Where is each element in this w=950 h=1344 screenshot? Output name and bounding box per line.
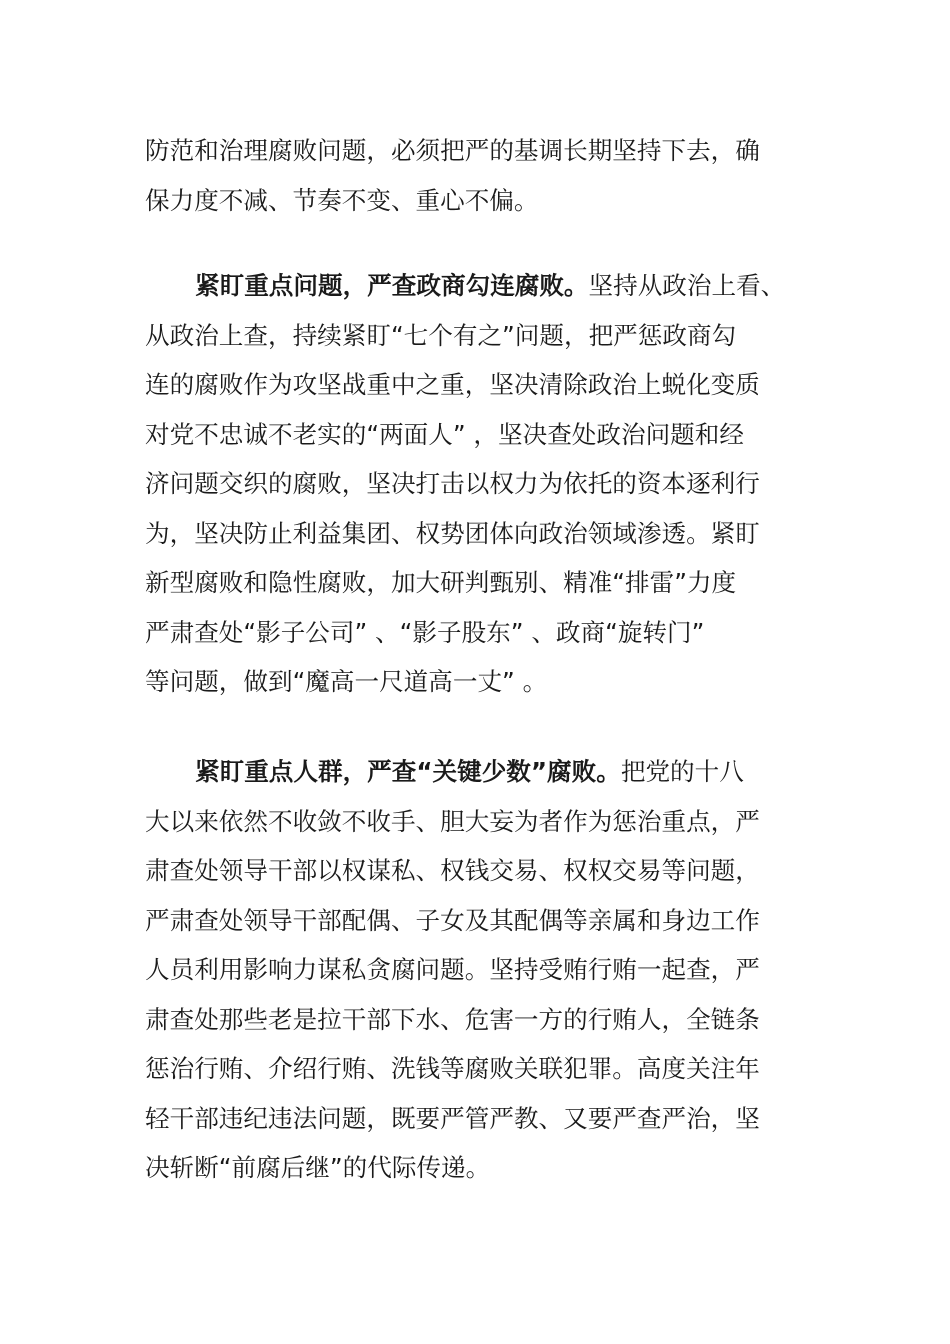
text-line: 保力度不减、节奏不变、重心不偏。 xyxy=(145,185,539,215)
text-line: 肃查处那些老是拉干部下水、危害一方的行贿人，全链条 xyxy=(145,1004,760,1034)
text-line: 新型腐败和隐性腐败，加大研判甄别、精准“排雷”力度 xyxy=(145,568,737,597)
text-line: 大以来依然不收敛不收手、胆大妄为者作为惩治重点，严 xyxy=(145,806,760,836)
paragraph-heading: 紧盯重点问题，严查政商勾连腐败。 xyxy=(195,271,589,300)
text-line: 为，坚决防止利益集团、权势团体向政治领域渗透。紧盯 xyxy=(145,518,760,548)
paragraph-1 xyxy=(145,126,835,225)
first-line xyxy=(145,747,835,797)
text-line: 从政治上查，持续紧盯“七个有之”问题，把严惩政商勾 xyxy=(145,320,737,350)
text-line: 防范和治理腐败问题，必须把严的基调长期坚持下去，确 xyxy=(145,136,760,165)
first-line xyxy=(145,261,835,311)
paragraph-heading: 紧盯重点人群，严查“关键少数”腐败。 xyxy=(195,757,621,786)
text-line: 轻干部违纪违法问题，既要严管严教、又要严查严治，坚 xyxy=(145,1103,760,1133)
text-line: 对党不忠诚不老实的“两面人” ，坚决查处政治问题和经 xyxy=(145,419,744,449)
paragraph-2 xyxy=(145,261,835,707)
paragraph-3 xyxy=(145,747,835,1193)
text-line: 济问题交织的腐败，坚决打击以权力为依托的资本逐利行 xyxy=(145,469,760,498)
text-line: 人员利用影响力谋私贪腐问题。坚持受贿行贿一起查，严 xyxy=(145,955,760,984)
text-line: 决斩断“前腐后继”的代际传递。 xyxy=(145,1153,491,1182)
text-line: 连的腐败作为攻坚战重中之重，坚决清除政治上蜕化变质 xyxy=(145,370,760,399)
text-line: 严肃查处领导干部配偶、子女及其配偶等亲属和身边工作 xyxy=(145,905,760,935)
text-line: 惩治行贿、介绍行贿、洗钱等腐败关联犯罪。高度关注年 xyxy=(145,1054,760,1083)
first-line-text: 坚持从政治上看、 xyxy=(588,271,786,300)
text-line: 肃查处领导干部以权谋私、权钱交易、权权交易等问题， xyxy=(145,856,760,885)
first-line-text: 把党的十八 xyxy=(620,757,744,786)
text-line: 严肃查处“影子公司” 、“影子股东” 、政商“旋转门” xyxy=(145,617,705,647)
text-line: 等问题，做到“魔高一尺道高一丈” 。 xyxy=(145,667,548,696)
